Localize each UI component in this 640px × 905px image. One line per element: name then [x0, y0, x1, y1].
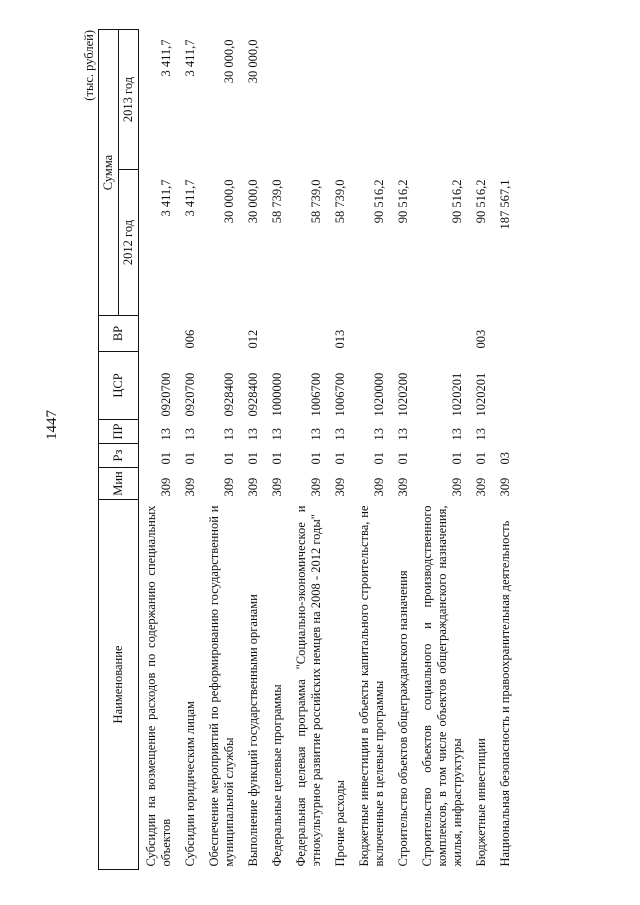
- row-2012: 187 567,1: [498, 179, 512, 230]
- row-csr: 1020000: [372, 372, 386, 417]
- row-rz: 01: [222, 452, 236, 465]
- row-name: Субсидии юридическим лицам: [183, 701, 197, 867]
- row-name: Выполнение функций государственными органами: [246, 594, 260, 867]
- row-pr: 13: [309, 428, 323, 441]
- row-2012: 30 000,0: [246, 179, 260, 224]
- row-2013: 30 000,0: [246, 39, 260, 84]
- row-2013: [352, 30, 391, 170]
- row-min: 309: [474, 477, 488, 497]
- row-min: 309: [183, 477, 197, 497]
- row-2012: 58 739,0: [270, 179, 284, 224]
- table-row: [265, 30, 289, 870]
- row-csr: 0928400: [246, 372, 260, 417]
- row-2012: 58 739,0: [309, 179, 323, 224]
- row-name: Национальная безопасность и правоохранительная деятельность: [498, 520, 512, 867]
- row-rz: 01: [246, 452, 260, 465]
- row-2012: 30 000,0: [222, 179, 236, 224]
- unit-note: (тыс. рублей): [82, 30, 96, 101]
- row-rz: 01: [333, 452, 347, 465]
- row-rz: 01: [270, 452, 284, 465]
- row-csr: [493, 352, 517, 420]
- row-vr: [265, 316, 289, 352]
- row-pr: 13: [222, 428, 236, 441]
- row-name: Строительство объектов социального и производственного комплексов, в том числе объектов общегражданского назначения, жилья, инфраструктуры: [420, 505, 464, 867]
- row-pr: 13: [396, 428, 410, 441]
- row-vr: 013: [333, 329, 347, 349]
- row-2012: 58 739,0: [333, 179, 347, 224]
- row-csr: 0920700: [183, 372, 197, 417]
- table-row: [328, 30, 352, 870]
- row-pr: 13: [474, 428, 488, 441]
- page-number: 1447: [44, 410, 60, 440]
- header-csr: ЦСР: [99, 352, 139, 420]
- row-vr: [289, 316, 328, 352]
- budget-table: [98, 29, 517, 870]
- row-vr: 003: [474, 329, 488, 349]
- row-rz: 01: [309, 452, 323, 465]
- row-csr: 0928400: [222, 372, 236, 417]
- row-2013: [289, 30, 328, 170]
- row-name: Обеспечение мероприятий по реформированию государственной и муниципальной службы: [207, 505, 236, 867]
- row-min: 309: [309, 477, 323, 497]
- row-min: 309: [159, 477, 173, 497]
- table-row: [241, 30, 265, 870]
- row-rz: 01: [159, 452, 173, 465]
- table-row: [352, 30, 391, 870]
- row-name: Субсидии на возмещение расходов по содержанию специальных объектов: [144, 505, 173, 867]
- row-min: 309: [498, 477, 512, 497]
- row-min: 309: [270, 477, 284, 497]
- row-vr: [139, 316, 179, 352]
- row-rz: 03: [498, 452, 512, 465]
- row-2012: 3 411,7: [183, 179, 197, 217]
- row-2013: [265, 30, 289, 170]
- table-row: [139, 30, 179, 870]
- row-min: 309: [450, 477, 464, 497]
- row-pr: 13: [333, 428, 347, 441]
- row-2012: 90 516,2: [372, 179, 386, 224]
- row-2013: [469, 30, 493, 170]
- row-name: Федеральная целевая программа "Социально-экономическое и этнокультурное развитие российских немцев на 2008 - 2012 годы": [294, 505, 323, 867]
- row-name: Федеральные целевые программы: [270, 684, 284, 867]
- table-row: [493, 30, 517, 870]
- row-vr: [493, 316, 517, 352]
- row-2012: 90 516,2: [396, 179, 410, 224]
- row-name: Бюджетные инвестиции: [474, 738, 488, 867]
- row-2012: 90 516,2: [450, 179, 464, 224]
- row-csr: 1006700: [333, 372, 347, 417]
- row-rz: 01: [396, 452, 410, 465]
- row-2013: [328, 30, 352, 170]
- row-2013: [493, 30, 517, 170]
- header-vr: ВР: [99, 316, 139, 352]
- row-min: 309: [222, 477, 236, 497]
- table-row: [469, 30, 493, 870]
- row-rz: 01: [450, 452, 464, 465]
- row-2013: [391, 30, 415, 170]
- row-vr: 006: [183, 329, 197, 349]
- row-csr: 1020201: [450, 372, 464, 417]
- row-2012: 90 516,2: [474, 179, 488, 224]
- header-2013: 2013 год: [119, 30, 139, 170]
- row-2013: 3 411,7: [159, 39, 173, 77]
- row-vr: 012: [246, 329, 260, 349]
- row-csr: 1006700: [309, 372, 323, 417]
- row-vr: [352, 316, 391, 352]
- header-rz: Рз: [99, 444, 139, 468]
- table-row: [289, 30, 328, 870]
- row-pr: 13: [183, 428, 197, 441]
- row-csr: 1000000: [270, 372, 284, 417]
- row-name: Строительство объектов общегражданского назначения: [396, 570, 410, 867]
- row-rz: 01: [474, 452, 488, 465]
- header-sum: Сумма: [99, 30, 119, 316]
- row-pr: 13: [246, 428, 260, 441]
- header-min: Мин: [99, 468, 139, 500]
- row-pr: 13: [159, 428, 173, 441]
- row-csr: 1020201: [474, 372, 488, 417]
- table-row: [178, 30, 202, 870]
- row-name: Прочие расходы: [333, 780, 347, 867]
- table-row: [415, 30, 469, 870]
- row-rz: 01: [372, 452, 386, 465]
- row-min: 309: [372, 477, 386, 497]
- row-2013: 3 411,7: [183, 39, 197, 77]
- row-2012: 3 411,7: [159, 179, 173, 217]
- header-pr: ПР: [99, 420, 139, 444]
- row-csr: 1020200: [396, 372, 410, 417]
- row-name: Бюджетные инвестиции в объекты капитального строительства, не включенные в целевые программы: [357, 505, 386, 867]
- table-row: [202, 30, 241, 870]
- row-csr: 0920700: [159, 372, 173, 417]
- row-2013: 30 000,0: [222, 39, 236, 84]
- row-min: 309: [246, 477, 260, 497]
- row-pr: 13: [270, 428, 284, 441]
- rotated-page: [80, 30, 600, 870]
- header-2012: 2012 год: [119, 170, 139, 316]
- row-vr: [415, 316, 469, 352]
- row-pr: 13: [450, 428, 464, 441]
- row-rz: 01: [183, 452, 197, 465]
- row-2013: [415, 30, 469, 170]
- row-pr: 13: [372, 428, 386, 441]
- header-name: Наименование: [99, 500, 139, 870]
- row-min: 309: [333, 477, 347, 497]
- row-min: 309: [396, 477, 410, 497]
- table-row: [391, 30, 415, 870]
- row-vr: [202, 316, 241, 352]
- row-vr: [391, 316, 415, 352]
- row-pr: [493, 420, 517, 444]
